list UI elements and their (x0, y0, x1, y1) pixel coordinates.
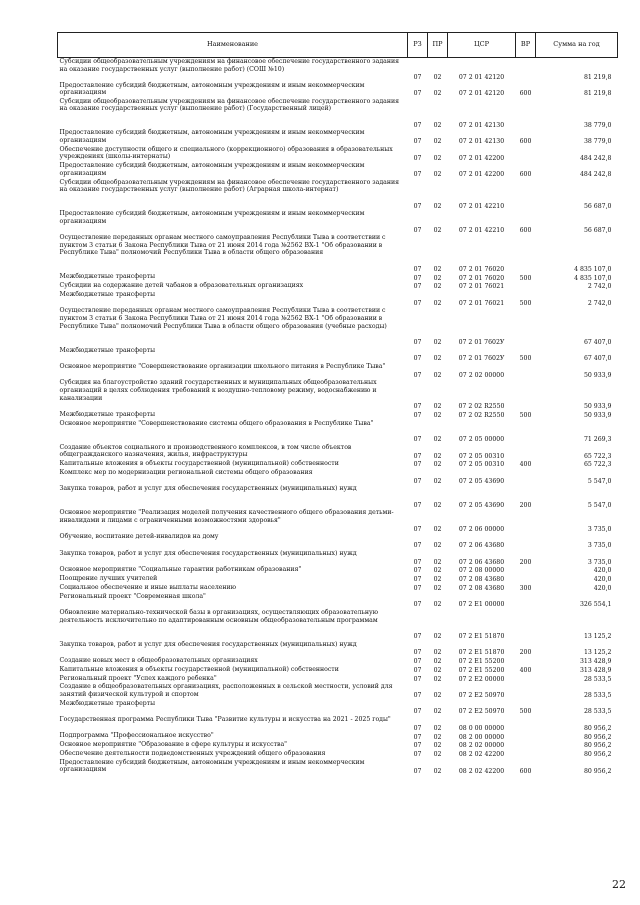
table-row (58, 58, 618, 82)
header-name: Наименование (58, 33, 408, 58)
row-vr (516, 234, 536, 273)
row-pr: 02 (433, 708, 442, 716)
row-sum: 420,0 (593, 584, 612, 592)
row-pr: 02 (433, 202, 442, 210)
row-rz: 07 (413, 412, 422, 420)
table-body (58, 58, 618, 776)
row-name: Предоставление субсидий бюджетным, автономным учреждениям и иным некоммерческим организациям (59, 210, 365, 225)
row-pr: 02 (433, 73, 442, 81)
row-rz: 07 (413, 274, 422, 282)
row-rz: 07 (413, 436, 422, 444)
row-pr: 02 (433, 90, 442, 98)
table-row (58, 129, 618, 145)
row-vr (516, 58, 536, 82)
row-name: Закупка товаров, работ и услуг для обеспечения государственных (муниципальных) нужд (59, 640, 357, 648)
table-row (58, 162, 618, 178)
row-vr: 400 (519, 461, 532, 469)
row-rz: 07 (413, 265, 422, 273)
row-sum: 81 219,8 (583, 90, 612, 98)
row-rz: 07 (413, 283, 422, 291)
row-sum: 50 933,9 (583, 412, 612, 420)
row-rz: 07 (413, 767, 422, 775)
row-pr: 02 (433, 658, 442, 666)
row-pr: 02 (433, 724, 442, 732)
table-row (58, 469, 618, 485)
row-name: Субсидии общеобразовательным учреждениям на финансовое обеспечение государственного задания на оказание государственных услуг (выполнение работ) (Аграрная школа-интернат) (59, 178, 400, 194)
row-vr (516, 363, 536, 379)
row-pr: 02 (433, 412, 442, 420)
table-row (58, 282, 618, 291)
row-rz: 07 (413, 742, 422, 750)
row-sum: 5 547,0 (587, 501, 612, 509)
row-name: Подпрограмма "Профессиональное искусство" (59, 732, 214, 740)
row-vr: 600 (519, 90, 532, 98)
row-rz: 07 (413, 632, 422, 640)
row-vr (516, 683, 536, 699)
row-name: Предоставление субсидий бюджетным, автономным учреждениям и иным некоммерческим организациям (59, 162, 365, 177)
row-rz: 07 (413, 138, 422, 146)
row-sum: 81 219,8 (583, 73, 612, 81)
row-name: Создание объектов социального и производственного комплексов, в том числе объектов общегражданского назначения, жилья, инфраструктуры (59, 443, 352, 459)
table-row (58, 444, 618, 460)
table-row (58, 666, 618, 675)
row-vr: 500 (519, 299, 532, 307)
row-vr: 600 (519, 226, 532, 234)
row-name: Основное мероприятие "Реализация моделей получения качественного общего образования детьми-инвалидами и лицами с ограниченными возможностями здоровья" (59, 509, 394, 524)
row-vr (516, 444, 536, 460)
row-csr: 07 2 01 7602У (458, 355, 505, 363)
row-csr: 07 2 05 43690 (458, 477, 505, 485)
row-pr: 02 (433, 567, 442, 575)
row-csr: 07 2 08 43680 (458, 576, 505, 584)
row-sum: 80 956,2 (583, 724, 612, 732)
row-vr: 600 (519, 138, 532, 146)
row-pr: 02 (433, 138, 442, 146)
row-vr: 500 (519, 708, 532, 716)
row-csr: 07 2 01 42210 (458, 202, 505, 210)
row-name: Обеспечение деятельности подведомственных учреждений общего образования (59, 750, 326, 758)
row-sum: 56 687,0 (583, 202, 612, 210)
row-pr: 02 (433, 649, 442, 657)
row-csr: 07 2 01 42130 (458, 121, 505, 129)
row-sum: 3 735,0 (587, 558, 612, 566)
table-row (58, 509, 618, 533)
row-name: Региональный проект "Современная школа" (59, 592, 206, 600)
row-csr: 07 2 Е1 51870 (458, 632, 505, 640)
row-csr: 07 2 Е2 50970 (458, 708, 505, 716)
row-pr: 02 (433, 632, 442, 640)
row-vr (516, 566, 536, 575)
row-csr: 07 2 02 00000 (458, 371, 505, 379)
row-vr (516, 146, 536, 162)
row-pr: 02 (433, 436, 442, 444)
row-csr: 07 2 Е2 00000 (458, 675, 505, 683)
row-sum: 65 722,3 (583, 461, 612, 469)
row-vr: 600 (519, 171, 532, 179)
row-sum: 313 428,9 (580, 666, 612, 674)
table-row (58, 420, 618, 444)
row-rz: 07 (413, 171, 422, 179)
table-row (58, 291, 618, 307)
row-sum: 80 956,2 (583, 751, 612, 759)
row-rz: 07 (413, 584, 422, 592)
row-pr: 02 (433, 576, 442, 584)
row-name: Основное мероприятие "Совершенствование организации школьного питания в Республике Тыва" (59, 363, 386, 370)
row-vr: 200 (519, 501, 532, 509)
row-rz: 07 (413, 666, 422, 674)
page-number: 22 (612, 878, 626, 891)
row-pr: 02 (433, 339, 442, 347)
row-name: Основное мероприятие "Совершенствование системы общего образования в Республике Тыва" (59, 419, 374, 427)
row-pr: 02 (433, 355, 442, 363)
row-sum: 50 933,9 (583, 403, 612, 411)
row-rz: 07 (413, 658, 422, 666)
table-row (58, 234, 618, 273)
row-csr: 07 2 01 76020 (458, 265, 505, 273)
table-row (58, 683, 618, 699)
row-name: Основное мероприятие "Социальные гарантии работникам образования" (59, 566, 302, 574)
row-vr (516, 379, 536, 411)
table-header-row (58, 33, 618, 58)
row-sum: 28 533,5 (583, 692, 612, 700)
row-rz: 07 (413, 121, 422, 129)
row-vr (516, 750, 536, 759)
row-pr: 02 (433, 265, 442, 273)
row-pr: 02 (433, 154, 442, 162)
row-name: Закупка товаров, работ и услуг для обеспечения государственных (муниципальных) нужд (59, 485, 357, 493)
row-sum: 67 407,0 (583, 339, 612, 347)
row-pr: 02 (433, 733, 442, 741)
table-row (58, 593, 618, 609)
row-rz: 07 (413, 202, 422, 210)
row-sum: 420,0 (593, 567, 612, 575)
row-vr (516, 179, 536, 211)
row-name: Субсидия на благоустройство зданий государственных и муниципальных общеобразовательных организаций в целях соблюдения требований к воздушно-тепловому режиму, водоснабжению и канализации (59, 379, 377, 402)
row-rz: 07 (413, 692, 422, 700)
table-row (58, 759, 618, 775)
row-csr: 07 2 01 42120 (458, 73, 505, 81)
row-sum: 80 956,2 (583, 733, 612, 741)
table-row (58, 98, 618, 130)
row-name: Капитальные вложения в объекты государственной (муниципальной) собственности (59, 665, 339, 673)
row-rz: 07 (413, 708, 422, 716)
row-vr: 300 (519, 584, 532, 592)
row-rz: 07 (413, 558, 422, 566)
row-rz: 07 (413, 477, 422, 485)
row-name: Обновление материально-технической базы в организациях, осуществляющих образовательную деятельность исключительно по адаптированным основным общеобразовательным программам (59, 608, 378, 624)
row-pr: 02 (433, 274, 442, 282)
row-sum: 38 779,0 (583, 121, 612, 129)
row-csr: 07 2 01 76021 (458, 299, 505, 307)
row-name: Межбюджетные трансферты (59, 699, 156, 707)
row-csr: 07 2 05 00310 (458, 461, 505, 469)
row-sum: 67 407,0 (583, 355, 612, 363)
row-rz: 07 (413, 73, 422, 81)
row-csr: 07 2 05 43690 (458, 501, 505, 509)
table-row (58, 460, 618, 469)
table-row (58, 609, 618, 641)
row-vr: 500 (519, 355, 532, 363)
table-row (58, 210, 618, 234)
row-vr (516, 98, 536, 130)
row-name: Предоставление субсидий бюджетным, автономным учреждениям и иным некоммерческим организациям (59, 758, 365, 774)
table-row (58, 307, 618, 346)
row-pr: 02 (433, 121, 442, 129)
row-name: Обеспечение доступности общего и специального (коррекционного) образования в образовательных учреждениях (школы-интернаты) (59, 145, 393, 161)
row-pr: 02 (433, 751, 442, 759)
header-vr: ВР (516, 33, 536, 58)
row-rz: 07 (413, 567, 422, 575)
table-row (58, 750, 618, 759)
row-vr: 200 (519, 558, 532, 566)
row-rz: 07 (413, 733, 422, 741)
row-csr: 07 2 02 R2550 (458, 403, 505, 411)
row-name: Межбюджетные трансферты (59, 410, 156, 418)
row-rz: 07 (413, 461, 422, 469)
row-name: Межбюджетные трансферты (59, 346, 156, 354)
row-sum: 50 933,9 (583, 371, 612, 379)
row-name: Поощрение лучших учителей (59, 574, 158, 582)
table-row (58, 732, 618, 741)
row-vr: 400 (519, 666, 532, 674)
row-name: Межбюджетные трансферты (59, 291, 156, 299)
table-row (58, 657, 618, 666)
row-vr (516, 741, 536, 750)
budget-table (57, 32, 618, 775)
row-csr: 07 2 06 00000 (458, 525, 505, 533)
row-rz: 07 (413, 355, 422, 363)
row-pr: 02 (433, 461, 442, 469)
row-vr (516, 593, 536, 609)
row-sum: 4 835 107,0 (574, 265, 612, 273)
row-name: Обучение, воспитание детей-инвалидов на дому (59, 533, 219, 541)
row-vr (516, 575, 536, 584)
row-vr: 600 (519, 767, 532, 775)
row-rz: 07 (413, 675, 422, 683)
row-vr: 500 (519, 274, 532, 282)
row-csr: 07 2 02 R2550 (458, 412, 505, 420)
row-rz: 07 (413, 576, 422, 584)
header-sum: Сумма на год (536, 33, 618, 58)
row-sum: 2 742,0 (587, 299, 612, 307)
row-csr: 07 2 01 76020 (458, 274, 505, 282)
row-rz: 07 (413, 154, 422, 162)
row-pr: 02 (433, 675, 442, 683)
table-row (58, 566, 618, 575)
row-vr (516, 716, 536, 732)
row-pr: 02 (433, 403, 442, 411)
row-name: Субсидии общеобразовательным учреждениям на финансовое обеспечение государственного задания на оказание государственных услуг (выполнение работ) (СОШ №10) (59, 58, 400, 73)
row-pr: 02 (433, 558, 442, 566)
row-name: Предоставление субсидий бюджетным, автономным учреждениям и иным некоммерческим организациям (59, 129, 365, 145)
header-csr: ЦСР (448, 33, 516, 58)
row-vr (516, 307, 536, 346)
row-rz: 07 (413, 452, 422, 460)
row-sum: 3 735,0 (587, 542, 612, 550)
row-vr: 500 (519, 412, 532, 420)
row-csr: 08 2 02 00000 (458, 742, 505, 750)
row-pr: 02 (433, 501, 442, 509)
row-pr: 02 (433, 742, 442, 750)
row-rz: 07 (413, 601, 422, 609)
row-csr: 07 2 Е2 50970 (458, 692, 505, 700)
row-vr (516, 657, 536, 666)
table-row (58, 700, 618, 716)
row-name: Основное мероприятие "Образование в сфере культуры и искусства" (59, 741, 288, 749)
table-row (58, 146, 618, 162)
table-row (58, 675, 618, 684)
row-csr: 07 2 Е1 55200 (458, 666, 505, 674)
row-sum: 38 779,0 (583, 138, 612, 146)
row-csr: 07 2 01 42130 (458, 138, 505, 146)
row-name: Создание в общеобразовательных организациях, расположенных в сельской местности, условий для занятий физической культурой и спортом (59, 683, 393, 698)
row-name: Осуществление переданных органам местного самоуправления Республики Тыва в соответствии с пунктом 3 статьи 6 Закона Республики Тыва от 21 июня 2014 года №2562 ВХ-1 "Об образовании в Республике Тыва" полномочий Республики Тыва в области общего образования (59, 234, 386, 257)
row-pr: 02 (433, 542, 442, 550)
row-pr: 02 (433, 666, 442, 674)
row-vr (516, 609, 536, 641)
table-row (58, 347, 618, 363)
row-csr: 07 2 Е1 00000 (458, 601, 505, 609)
row-rz: 07 (413, 724, 422, 732)
row-csr: 08 0 00 00000 (458, 724, 505, 732)
row-vr (516, 469, 536, 485)
row-vr (516, 282, 536, 291)
row-csr: 07 2 01 42120 (458, 90, 505, 98)
table-row (58, 741, 618, 750)
table-row (58, 485, 618, 509)
row-csr: 07 2 06 43680 (458, 558, 505, 566)
row-pr: 02 (433, 767, 442, 775)
header-pr: ПР (428, 33, 448, 58)
row-rz: 07 (413, 542, 422, 550)
row-sum: 28 533,5 (583, 708, 612, 716)
row-pr: 02 (433, 226, 442, 234)
row-sum: 326 554,1 (580, 601, 612, 609)
row-csr: 08 2 00 00000 (458, 733, 505, 741)
table-row (58, 716, 618, 732)
row-name: Социальное обеспечение и иные выплаты населению (59, 583, 237, 591)
row-vr (516, 732, 536, 741)
header-rz: РЗ (408, 33, 428, 58)
row-csr: 07 2 06 43680 (458, 542, 505, 550)
table-row (58, 641, 618, 657)
row-pr: 02 (433, 477, 442, 485)
row-sum: 65 722,3 (583, 452, 612, 460)
row-sum: 28 533,5 (583, 675, 612, 683)
row-rz: 07 (413, 226, 422, 234)
row-pr: 02 (433, 692, 442, 700)
table-row (58, 575, 618, 584)
table-row (58, 82, 618, 98)
row-name: Государственная программа Республики Тыва "Развитие культуры и искусства на 2021 - 2025 годы" (59, 716, 391, 724)
row-vr: 200 (519, 649, 532, 657)
row-pr: 02 (433, 525, 442, 533)
row-sum: 313 428,9 (580, 658, 612, 666)
row-name: Субсидии на содержание детей чабанов в образовательных организациях (59, 282, 304, 290)
row-pr: 02 (433, 371, 442, 379)
row-csr: 07 2 08 43680 (458, 584, 505, 592)
row-vr (516, 509, 536, 533)
row-sum: 13 125,2 (583, 632, 612, 640)
row-sum: 80 956,2 (583, 742, 612, 750)
row-rz: 07 (413, 403, 422, 411)
row-sum: 3 735,0 (587, 525, 612, 533)
row-rz: 07 (413, 649, 422, 657)
row-csr: 07 2 01 42200 (458, 154, 505, 162)
row-name: Субсидии общеобразовательным учреждениям на финансовое обеспечение государственного задания на оказание государственных услуг (выполнение работ) (Государственный лицей) (59, 97, 400, 113)
row-csr: 07 2 Е1 55200 (458, 658, 505, 666)
row-csr: 07 2 01 42210 (458, 226, 505, 234)
row-sum: 13 125,2 (583, 649, 612, 657)
row-sum: 71 269,3 (583, 436, 612, 444)
row-name: Межбюджетные трансферты (59, 273, 156, 281)
row-vr (516, 420, 536, 444)
row-sum: 420,0 (593, 576, 612, 584)
row-name: Капитальные вложения в объекты государственной (муниципальной) собственности (59, 460, 339, 468)
row-pr: 02 (433, 283, 442, 291)
row-sum: 2 742,0 (587, 283, 612, 291)
table-row (58, 273, 618, 282)
row-name: Создание новых мест в общеобразовательных организациях (59, 656, 258, 664)
row-csr: 07 2 05 00000 (458, 436, 505, 444)
row-csr: 07 2 01 7602У (458, 339, 505, 347)
row-sum: 5 547,0 (587, 477, 612, 485)
row-sum: 484 242,8 (580, 154, 612, 162)
row-csr: 07 2 01 76021 (458, 283, 505, 291)
row-sum: 80 956,2 (583, 767, 612, 775)
row-vr (516, 533, 536, 549)
row-rz: 07 (413, 339, 422, 347)
row-csr: 08 2 02 42200 (458, 767, 505, 775)
table-row (58, 179, 618, 211)
row-pr: 02 (433, 452, 442, 460)
row-name: Предоставление субсидий бюджетным, автономным учреждениям и иным некоммерческим организациям (59, 81, 365, 97)
table-row (58, 533, 618, 549)
row-pr: 02 (433, 601, 442, 609)
row-rz: 07 (413, 371, 422, 379)
row-pr: 02 (433, 171, 442, 179)
row-rz: 07 (413, 501, 422, 509)
row-rz: 07 (413, 90, 422, 98)
row-name: Осуществление переданных органам местного самоуправления Республики Тыва в соответствии с пунктом 3 статьи 6 Закона Республики Тыва от 21 июня 2014 года №2562 ВХ-1 "Об образовании в Республике Тыва" полномочий Республики Тыва в области общего образования (учебные расходы) (59, 307, 387, 330)
row-csr: 07 2 05 00310 (458, 452, 505, 460)
row-rz: 07 (413, 525, 422, 533)
table-row (58, 550, 618, 566)
row-sum: 4 835 107,0 (574, 274, 612, 282)
table-row (58, 379, 618, 411)
row-csr: 07 2 Е1 51870 (458, 649, 505, 657)
row-pr: 02 (433, 584, 442, 592)
row-sum: 56 687,0 (583, 226, 612, 234)
row-csr: 07 2 08 00000 (458, 567, 505, 575)
row-name: Закупка товаров, работ и услуг для обеспечения государственных (муниципальных) нужд (59, 549, 357, 557)
row-sum: 484 242,8 (580, 171, 612, 179)
row-rz: 07 (413, 299, 422, 307)
table-row (58, 363, 618, 379)
row-rz: 07 (413, 751, 422, 759)
row-pr: 02 (433, 299, 442, 307)
table-row (58, 411, 618, 420)
table-row (58, 584, 618, 593)
row-vr (516, 675, 536, 684)
row-name: Комплекс мер по модернизации региональной системы общего образования (59, 468, 313, 476)
row-csr: 08 2 02 42200 (458, 751, 505, 759)
row-name: Региональный проект "Успех каждого ребенка" (59, 674, 217, 682)
row-csr: 07 2 01 42200 (458, 171, 505, 179)
